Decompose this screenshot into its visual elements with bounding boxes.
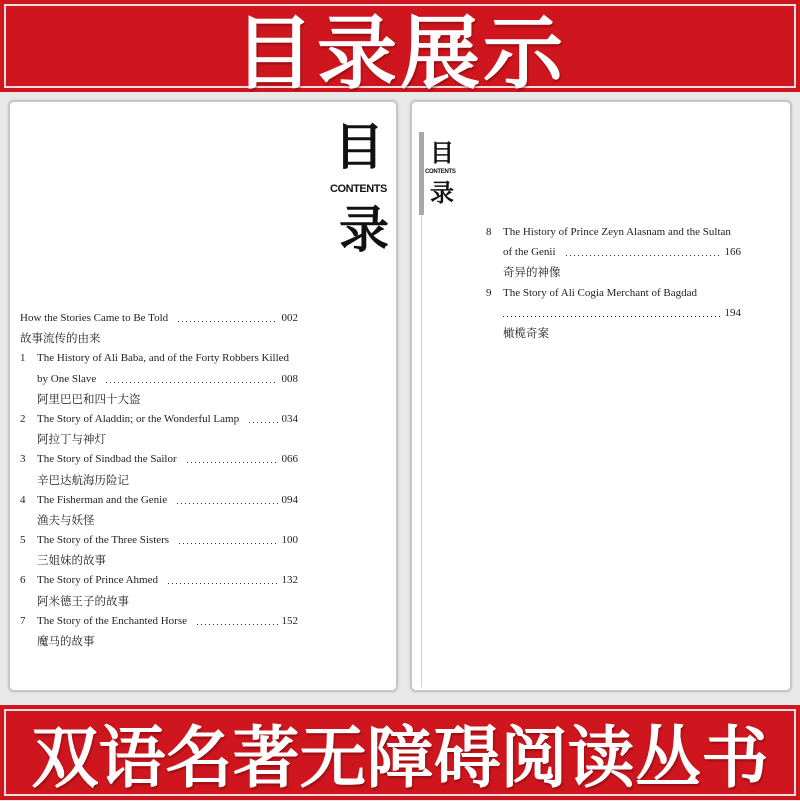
toc-entry-line xyxy=(486,222,741,242)
chapter-number: 7 xyxy=(20,614,26,627)
page-number: 008 xyxy=(281,372,298,385)
page-number: 100 xyxy=(281,534,298,547)
toc-entry-line xyxy=(20,570,298,590)
toc-entry-line-zh xyxy=(20,470,298,490)
chapter-number: 6 xyxy=(20,574,26,587)
toc-entry xyxy=(20,449,298,489)
toc-entry-line-zh xyxy=(20,429,298,449)
chapter-title-en: The Story of Sindbad the Sailor xyxy=(37,453,177,466)
dot-leader xyxy=(168,570,278,590)
contents-heading-char-bottom: 录 xyxy=(339,200,389,259)
chapter-title-zh: 三姐妹的故事 xyxy=(37,553,106,568)
contents-page-right xyxy=(410,100,792,692)
toc-entry xyxy=(20,348,298,409)
chapter-title-zh: 阿里巴巴和四十大盗 xyxy=(37,391,141,406)
chapter-number: 9 xyxy=(486,286,492,299)
page-number: 194 xyxy=(724,306,741,319)
toc-entry-line xyxy=(20,409,298,429)
page-number: 152 xyxy=(281,614,298,627)
toc-entry-line-zh xyxy=(20,510,298,530)
chapter-title-zh: 奇异的神像 xyxy=(503,265,561,280)
dot-leader xyxy=(177,490,277,510)
contents-heading-char-bottom: 录 xyxy=(430,178,454,207)
toc-entry-line xyxy=(20,530,298,550)
toc-entry-line-zh xyxy=(486,323,741,343)
bottom-banner xyxy=(0,705,800,800)
toc-entry-line xyxy=(20,611,298,631)
series-title: 双语名著无障碍阅读丛书 xyxy=(31,718,769,797)
toc-entry-line xyxy=(20,308,298,328)
chapter-title-en: The Story of Aladdin; or the Wonderful Lamp xyxy=(37,412,240,425)
page-margin-rule xyxy=(421,215,422,687)
page-number: 034 xyxy=(281,412,298,425)
contents-page-left xyxy=(8,100,398,692)
chapter-number: 8 xyxy=(486,226,492,238)
toc-entry-line-zh xyxy=(486,262,741,282)
toc-entry-line xyxy=(486,303,741,323)
top-banner xyxy=(0,0,800,100)
chapter-title-zh: 辛巴达航海历险记 xyxy=(37,472,129,487)
page-number: 002 xyxy=(281,312,298,324)
dot-leader xyxy=(197,611,278,631)
heading-side-bar xyxy=(419,132,424,215)
dot-leader xyxy=(249,409,277,429)
toc-list-right xyxy=(486,222,741,343)
chapter-title-en: The Story of the Three Sisters xyxy=(37,534,170,547)
toc-entry xyxy=(20,570,298,610)
page-number: 066 xyxy=(281,453,298,466)
chapter-title-zh: 橄榄奇案 xyxy=(503,325,549,340)
toc-entry xyxy=(20,530,298,570)
top-banner-title: 目录展示 xyxy=(234,6,566,100)
toc-entry xyxy=(20,490,298,530)
chapter-title-en: The Fisherman and the Genie xyxy=(37,493,168,506)
dot-leader xyxy=(503,303,721,323)
dot-leader xyxy=(178,308,277,328)
toc-entry-line xyxy=(20,369,298,389)
toc-entry-line-zh xyxy=(20,631,298,651)
contents-heading-char-top: 目 xyxy=(334,117,384,176)
chapter-number: 4 xyxy=(20,493,26,506)
dot-leader xyxy=(187,449,278,469)
chapter-title-en: The Story of Prince Ahmed xyxy=(37,574,158,587)
page-number: 132 xyxy=(281,574,298,587)
chapter-title-en: The History of Prince Zeyn Alasnam and the Sultan xyxy=(503,226,731,238)
dot-leader xyxy=(566,242,721,262)
toc-entry-line-zh xyxy=(20,389,298,409)
chapter-title-en: The Story of Ali Cogia Merchant of Bagdad xyxy=(503,286,697,299)
toc-entry xyxy=(20,409,298,449)
toc-entry xyxy=(20,611,298,651)
contents-heading-label: CONTENTS xyxy=(330,183,387,195)
toc-entry-line-zh xyxy=(20,550,298,570)
chapter-number: 3 xyxy=(20,453,26,466)
toc-entry-line xyxy=(20,348,298,368)
chapter-title-en: The Story of the Enchanted Horse xyxy=(37,614,187,627)
chapter-title-en: of the Genii xyxy=(503,246,556,259)
page-number: 094 xyxy=(281,493,298,506)
toc-entry-line xyxy=(20,490,298,510)
chapter-title-en: by One Slave xyxy=(37,372,97,385)
toc-entry xyxy=(486,283,741,344)
chapter-title-zh: 故事流传的由来 xyxy=(20,331,101,346)
chapter-title-en: The History of Ali Baba, and of the Forty Robbers Killed xyxy=(37,352,290,365)
toc-entry xyxy=(20,308,298,348)
chapter-number: 5 xyxy=(20,534,26,547)
toc-list-left xyxy=(20,308,298,651)
contents-heading-label: CONTENTS xyxy=(425,169,456,175)
chapter-title-en: How the Stories Came to Be Told xyxy=(20,312,169,324)
contents-heading-char-top: 目 xyxy=(430,138,454,167)
dot-leader xyxy=(179,530,277,550)
toc-entry-line xyxy=(486,283,741,303)
toc-entry-line xyxy=(486,242,741,262)
chapter-number: 2 xyxy=(20,412,26,425)
toc-entry-line xyxy=(20,449,298,469)
chapter-number: 1 xyxy=(20,352,26,365)
toc-entry-line-zh xyxy=(20,328,298,348)
chapter-title-zh: 魔马的故事 xyxy=(37,634,95,648)
toc-entry xyxy=(486,222,741,283)
page-number: 166 xyxy=(724,246,741,259)
chapter-title-zh: 阿拉丁与神灯 xyxy=(37,432,106,447)
chapter-title-zh: 渔夫与妖怪 xyxy=(37,512,95,527)
toc-entry-line-zh xyxy=(20,591,298,611)
dot-leader xyxy=(106,369,277,389)
chapter-title-zh: 阿米德王子的故事 xyxy=(37,593,129,608)
